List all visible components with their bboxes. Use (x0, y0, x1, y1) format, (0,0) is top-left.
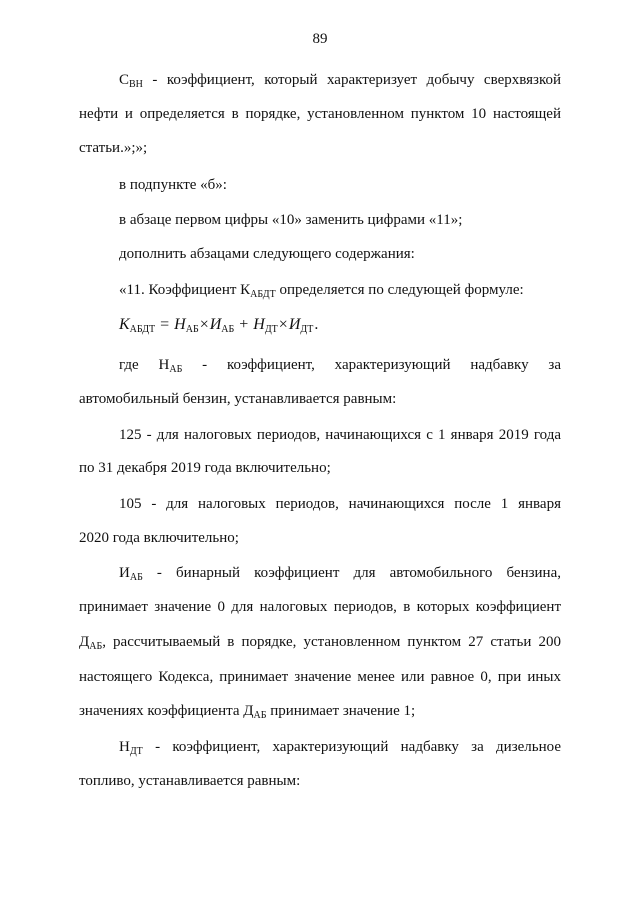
paragraph-svn-line2: нефти и определяется в порядке, установленном пунктом 10 настоящей (79, 106, 561, 122)
paragraph-iab-line4: настоящего Кодекса, принимает значение менее или равное 0, при иных (79, 669, 561, 685)
paragraph-125-line2: по 31 декабря 2019 года включительно; (79, 460, 331, 476)
paragraph-nab-line1: где $Н_{АБ}$ - коэффициент, характеризующий надбавку за (119, 357, 562, 375)
paragraph-iab-line3: $Д_{АБ}$, рассчитываемый в порядке, установленном пунктом 27 статьи 200 (79, 634, 561, 652)
formula-kabdt: $К_{АБДТ} = Н_{АБ}\times И_{АБ} + Н_{ДТ}\times И_{ДТ}$. (119, 316, 319, 335)
paragraph-replace-digits: в абзаце первом цифры «10» заменить цифрами «11»; (119, 212, 463, 228)
paragraph-iab-line1: $И_{АБ}$ - бинарный коэффициент для автомобильного бензина, (119, 565, 561, 583)
paragraph-svn-line1: $С_{ВН}$ - коэффициент, который характеризует добычу сверхвязкой (119, 72, 561, 90)
paragraph-svn-line3: статьи.»;»; (79, 140, 148, 156)
paragraph-iab-line2: принимает значение 0 для налоговых периодов, в которых коэффициент (79, 599, 561, 615)
paragraph-105-line1: 105 - для налоговых периодов, начинающихся после 1 января (119, 496, 561, 512)
paragraph-iab-line5: значениях коэффициента $Д_{АБ}$ принимает значение 1; (79, 703, 416, 721)
paragraph-105-line2: 2020 года включительно; (79, 530, 239, 546)
paragraph-coefficient-kabdt: «11. Коэффициент $К_{АБДТ}$ определяется по следующей формуле: (119, 282, 524, 300)
paragraph-ndt-line2: топливо, устанавливается равным: (79, 773, 301, 789)
paragraph-supplement: дополнить абзацами следующего содержания: (119, 246, 415, 262)
paragraph-125-line1: 125 - для налоговых периодов, начинающихся с 1 января 2019 года (119, 427, 561, 443)
page-number: 89 (312, 31, 328, 47)
paragraph-nab-line2: автомобильный бензин, устанавливается равным: (79, 391, 397, 407)
paragraph-subitem-b: в подпункте «б»: (119, 177, 227, 193)
paragraph-ndt-line1: $Н_{ДТ}$ - коэффициент, характеризующий надбавку за дизельное (119, 739, 561, 757)
